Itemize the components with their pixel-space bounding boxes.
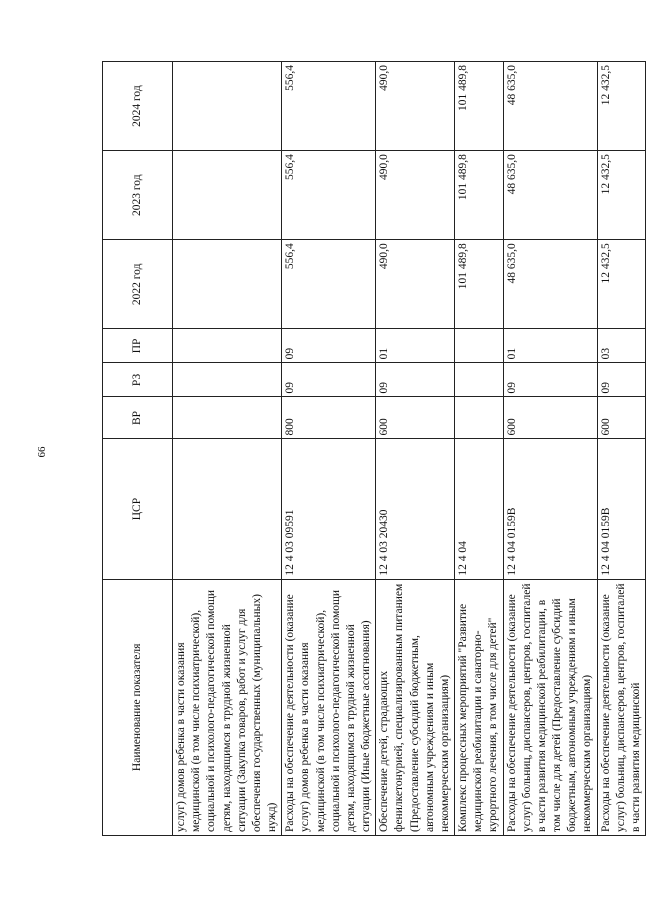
- row-pr: 01: [503, 329, 597, 363]
- row-2023: 101 489,8: [455, 151, 504, 240]
- row-name: Расходы на обеспечение деятельности (оказание услуг) больниц, диспансеров, центров, госпиталей в части развития медицинской реабилитации, в том числе для детей (Предоставление субсидий бюджетным, автономным учреждениям и иным некоммерческим организациям): [503, 579, 597, 835]
- row-2022: 12 432,5: [597, 240, 646, 329]
- row-vr: 600: [503, 397, 597, 439]
- row-csr: 12 4 03 20430: [376, 439, 455, 579]
- header-2023: 2023 год: [103, 151, 173, 240]
- row-2023: 490,0: [376, 151, 455, 240]
- row-2023: 12 432,5: [597, 151, 646, 240]
- row-rz: [173, 363, 282, 397]
- row-csr: 12 4 04 0159В: [503, 439, 597, 579]
- row-name: услуг) домов ребенка в части оказания медицинской (в том числе психиатрической), социальной и психолого-педагогической помощи детям, находящимся в трудной жизненной ситуации (Закупка товаров, работ и услуг для обеспечения государственных (муниципальных) нужд): [173, 579, 282, 835]
- table-row: [597, 62, 646, 836]
- row-2024: 48 635,0: [503, 62, 597, 151]
- header-pr: ПР: [103, 329, 173, 363]
- row-rz: [455, 363, 504, 397]
- row-2023: 556,4: [282, 151, 376, 240]
- header-name: Наименование показателя: [103, 579, 173, 835]
- row-2022: 101 489,8: [455, 240, 504, 329]
- header-rz: РЗ: [103, 363, 173, 397]
- table-row: [282, 62, 376, 836]
- row-csr: 12 4 04: [455, 439, 504, 579]
- row-name: Расходы на обеспечение деятельности (оказание услуг) домов ребенка в части оказания медицинской (в том числе психиатрической), социальной и психолого-педагогической помощи детям, находящимся в трудной жизненной ситуации (Иные бюджетные ассигнования): [282, 579, 376, 835]
- header-2024: 2024 год: [103, 62, 173, 151]
- row-2023: 48 635,0: [503, 151, 597, 240]
- row-csr: [173, 439, 282, 579]
- row-2024: [173, 62, 282, 151]
- row-name: Расходы на обеспечение деятельности (оказание услуг) больниц, диспансеров, центров, госпиталей в части развития медицинской: [597, 579, 646, 835]
- row-2024: 490,0: [376, 62, 455, 151]
- row-pr: 03: [597, 329, 646, 363]
- row-2023: [173, 151, 282, 240]
- table-row: [173, 62, 282, 836]
- budget-table: [102, 61, 646, 836]
- row-pr: 01: [376, 329, 455, 363]
- header-2022: 2022 год: [103, 240, 173, 329]
- row-rz: 09: [376, 363, 455, 397]
- row-2022: [173, 240, 282, 329]
- header-vr: ВР: [103, 397, 173, 439]
- row-pr: [173, 329, 282, 363]
- row-2022: 48 635,0: [503, 240, 597, 329]
- table-row: [455, 62, 504, 836]
- row-rz: 09: [597, 363, 646, 397]
- row-rz: 09: [503, 363, 597, 397]
- row-vr: [455, 397, 504, 439]
- row-vr: [173, 397, 282, 439]
- row-pr: [455, 329, 504, 363]
- table-row: [376, 62, 455, 836]
- row-csr: 12 4 03 09591: [282, 439, 376, 579]
- row-name: Комплекс процессных мероприятий "Развитие медицинской реабилитации и санаторно-курортного лечения, в том числе для детей": [455, 579, 504, 835]
- row-vr: 600: [376, 397, 455, 439]
- row-vr: 600: [597, 397, 646, 439]
- rotated-table-wrapper: [102, 61, 642, 836]
- row-2024: 12 432,5: [597, 62, 646, 151]
- row-name: Обеспечение детей, страдающих фенилкетонурией, специализированным питанием (Предоставление субсидий бюджетным, автономным учреждениям и иным некоммерческим организациям): [376, 579, 455, 835]
- page-number: 66: [36, 446, 48, 458]
- row-2022: 556,4: [282, 240, 376, 329]
- header-csr: ЦСР: [103, 439, 173, 579]
- row-2022: 490,0: [376, 240, 455, 329]
- row-2024: 101 489,8: [455, 62, 504, 151]
- row-rz: 09: [282, 363, 376, 397]
- row-pr: 09: [282, 329, 376, 363]
- table-header-row: [103, 62, 173, 836]
- row-vr: 800: [282, 397, 376, 439]
- table-row: [503, 62, 597, 836]
- row-2024: 556,4: [282, 62, 376, 151]
- row-csr: 12 4 04 0159В: [597, 439, 646, 579]
